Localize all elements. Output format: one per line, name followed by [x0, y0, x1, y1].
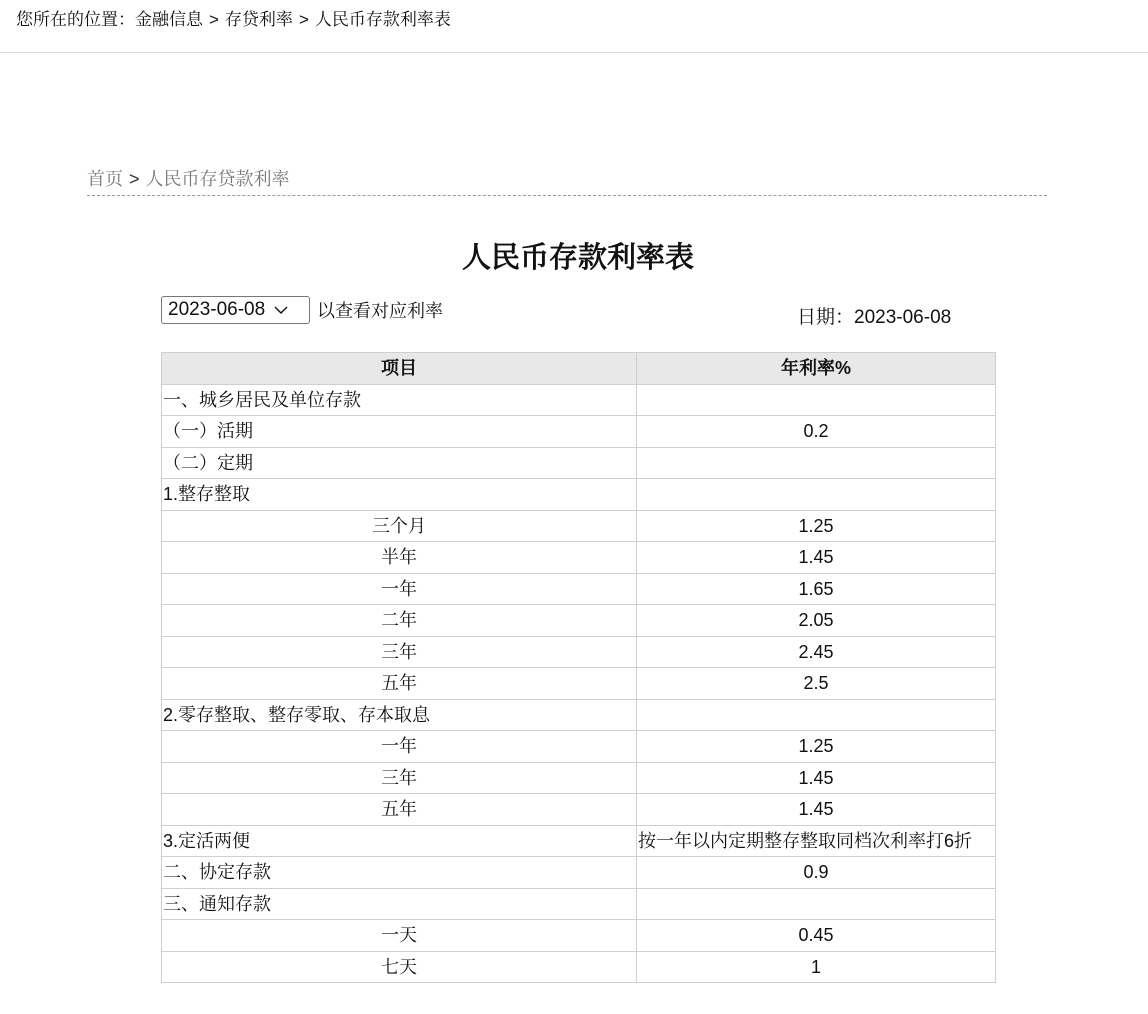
- cell-item: 半年: [162, 542, 637, 574]
- date-select-value: 2023-06-08: [168, 299, 266, 320]
- cell-item: 五年: [162, 794, 637, 826]
- date-select-dropdown[interactable]: [161, 296, 310, 324]
- cell-item: 2.零存整取、整存零取、存本取息: [162, 699, 637, 731]
- crumb-current-page: 人民币存款利率表: [314, 10, 451, 29]
- cell-item: 1.整存整取: [162, 479, 637, 511]
- cell-rate: 2.45: [637, 636, 996, 668]
- table-row: [162, 794, 996, 826]
- table-row: [162, 668, 996, 700]
- date-label: 日期：: [797, 307, 855, 328]
- cell-rate: [637, 699, 996, 731]
- cell-item: （二）定期: [162, 447, 637, 479]
- table-row: [162, 762, 996, 794]
- cell-rate: 2.05: [637, 605, 996, 637]
- cell-rate: [637, 447, 996, 479]
- cell-rate: 0.2: [637, 416, 996, 448]
- table-row: [162, 416, 996, 448]
- location-prefix: 您所在的位置：: [16, 10, 135, 29]
- cell-rate: 1.45: [637, 542, 996, 574]
- location-breadcrumb: [0, 0, 1148, 53]
- table-header-row: [162, 353, 996, 385]
- crumb-rmb-rates[interactable]: 人民币存贷款利率: [145, 169, 290, 189]
- table-row: [162, 605, 996, 637]
- cell-item: 二年: [162, 605, 637, 637]
- cell-item: 三个月: [162, 510, 637, 542]
- table-row: [162, 825, 996, 857]
- table-row: [162, 636, 996, 668]
- chevron-down-icon: [273, 302, 289, 318]
- table-row: [162, 699, 996, 731]
- cell-item: 七天: [162, 951, 637, 983]
- cell-item: 3.定活两便: [162, 825, 637, 857]
- crumb-separator: >: [129, 169, 140, 189]
- cell-item: 一、城乡居民及单位存款: [162, 384, 637, 416]
- crumb-financial-info[interactable]: 金融信息: [135, 10, 203, 29]
- cell-item: 五年: [162, 668, 637, 700]
- table-row: [162, 951, 996, 983]
- cell-rate: 0.9: [637, 857, 996, 889]
- date-value: 2023-06-08: [854, 307, 952, 328]
- cell-item: 一年: [162, 731, 637, 763]
- cell-rate: 1: [637, 951, 996, 983]
- crumb-separator: >: [209, 10, 219, 29]
- date-selector-row: [161, 296, 443, 324]
- cell-rate: 1.25: [637, 731, 996, 763]
- crumb-deposit-loan-rates[interactable]: 存贷利率: [224, 10, 293, 29]
- cell-rate: [637, 479, 996, 511]
- table-row: [162, 542, 996, 574]
- cell-item: 三年: [162, 762, 637, 794]
- sub-breadcrumb: [87, 166, 1047, 196]
- cell-rate: 0.45: [637, 920, 996, 952]
- header-item: 项目: [162, 353, 637, 385]
- header-annual-rate: 年利率%: [637, 353, 996, 385]
- table-row: [162, 857, 996, 889]
- table-row: [162, 573, 996, 605]
- cell-rate: 按一年以内定期整存整取同档次利率打6折: [637, 825, 996, 857]
- cell-rate: [637, 888, 996, 920]
- cell-item: 三年: [162, 636, 637, 668]
- table-row: [162, 920, 996, 952]
- cell-rate: 1.65: [637, 573, 996, 605]
- table-row: [162, 731, 996, 763]
- crumb-home[interactable]: 首页: [87, 169, 123, 189]
- table-row: [162, 888, 996, 920]
- table-row: [162, 447, 996, 479]
- cell-item: 三、通知存款: [162, 888, 637, 920]
- table-row: [162, 479, 996, 511]
- deposit-rate-table: [161, 352, 996, 983]
- cell-item: （一）活期: [162, 416, 637, 448]
- cell-item: 二、协定存款: [162, 857, 637, 889]
- table-row: [162, 510, 996, 542]
- cell-item: 一年: [162, 573, 637, 605]
- cell-rate: 1.45: [637, 794, 996, 826]
- crumb-separator: >: [298, 10, 309, 29]
- cell-rate: 1.45: [637, 762, 996, 794]
- date-display: [797, 302, 951, 329]
- table-row: [162, 384, 996, 416]
- cell-rate: 1.25: [637, 510, 996, 542]
- cell-item: 一天: [162, 920, 637, 952]
- cell-rate: 2.5: [637, 668, 996, 700]
- cell-rate: [637, 384, 996, 416]
- date-select-hint: 以查看对应利率: [317, 301, 443, 321]
- page-title: 人民币存款利率表: [461, 242, 694, 274]
